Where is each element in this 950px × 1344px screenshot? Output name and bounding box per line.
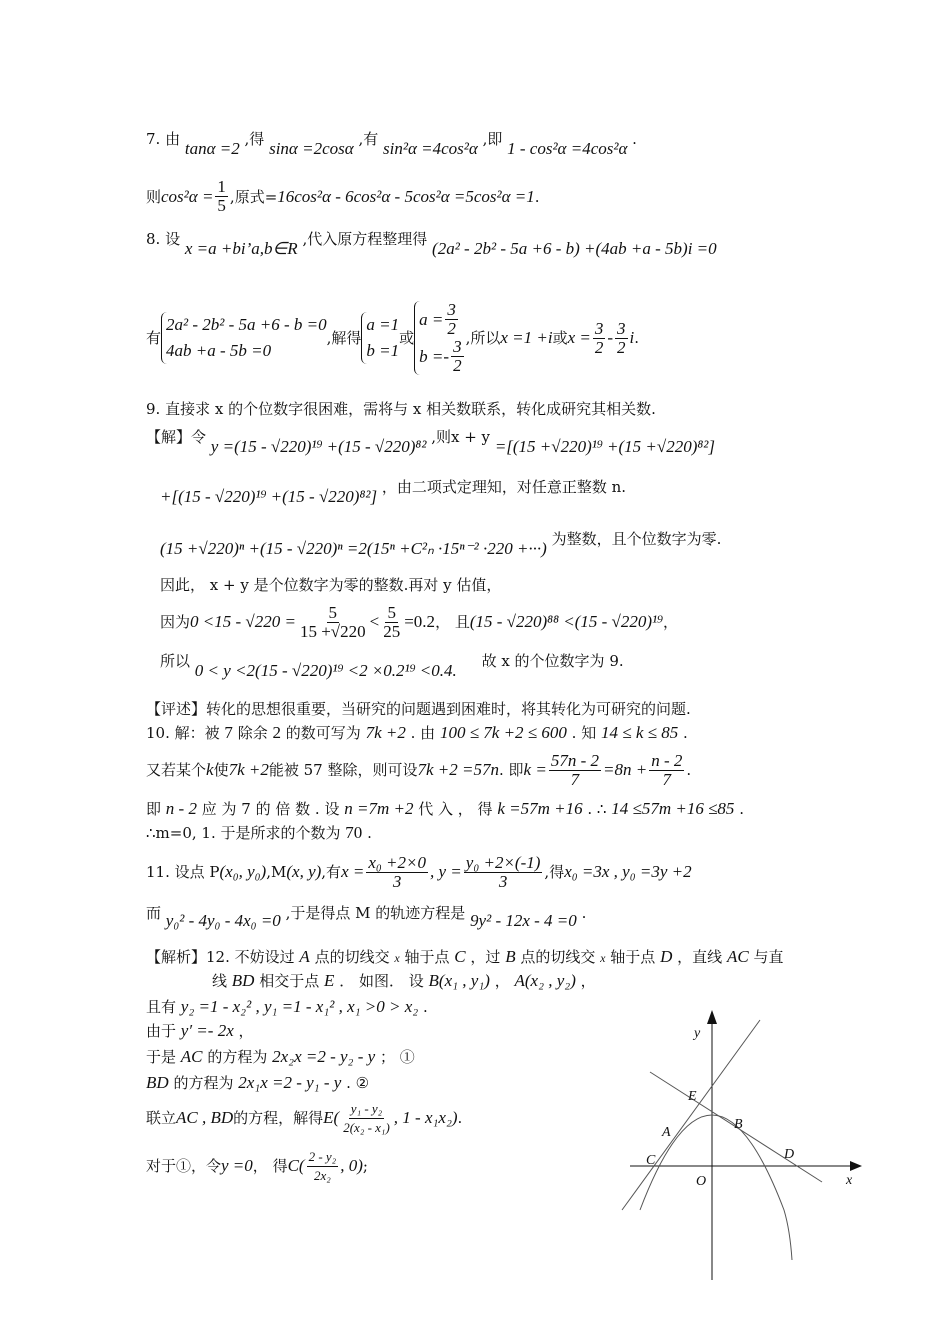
formula: 0 < y <2(15 - √220)¹⁹ <2 ×0.2¹⁹ <0.4. <box>194 661 457 680</box>
numerator: x₀ +2×0 <box>368 852 426 872</box>
formula: E( <box>323 1108 340 1127</box>
denominator: 3 <box>392 871 402 891</box>
problem-12-line-7 <box>146 1098 462 1138</box>
formula: A(x₂ , y₂) <box>514 971 576 990</box>
text: 点的切线交 <box>314 948 390 966</box>
text: ,代入原方程整理得 <box>302 230 428 248</box>
text: ，过 <box>470 948 501 966</box>
text: 除余 <box>237 724 268 742</box>
text: ; <box>362 1157 368 1175</box>
problem-12-line-5 <box>146 1046 415 1068</box>
fraction <box>549 752 601 789</box>
text: 或 <box>399 329 415 347</box>
text: 而 <box>146 904 162 922</box>
variable: k <box>206 760 214 779</box>
problem-8-line-2 <box>146 290 639 386</box>
point-e-label: E <box>688 1089 697 1104</box>
text: . <box>581 904 587 922</box>
numerator: 5 <box>387 602 396 622</box>
numerator: 3 <box>617 318 626 338</box>
problem-9-line-5: 因此， x + y 是个位数字为零的整数.再对 y 估值， <box>160 576 502 594</box>
problem-9-line-1: 9. 直接求 x 的个位数字很困难，需将与 x 相关数联系，转化成研究其相关数. <box>146 400 656 418</box>
variable: x <box>600 951 606 965</box>
y-axis-label: y <box>694 1026 701 1041</box>
point-d-label: D <box>784 1147 795 1162</box>
numerator: n - 2 <box>651 750 683 770</box>
text: ,得 <box>544 863 565 881</box>
text: 8. 设 <box>146 230 181 248</box>
text: . ∴ <box>587 800 607 818</box>
numerator: 1 <box>217 177 226 196</box>
text: 线 <box>212 972 228 990</box>
text: 又若某个 <box>146 761 207 779</box>
variable: AC <box>726 947 749 966</box>
equation <box>419 301 465 338</box>
text: ， <box>580 972 596 990</box>
fraction <box>451 338 464 375</box>
formula: cos²α = <box>161 186 214 206</box>
formula: =0.2 <box>404 612 436 631</box>
lhs: x = <box>567 328 591 347</box>
formula: 7k +2 =57n <box>417 760 499 779</box>
point-c-label: C <box>646 1153 656 1168</box>
formula: x =a +bi’a,b∈R <box>184 239 298 258</box>
formula: (x, y) <box>286 862 322 881</box>
text: 或 <box>552 329 568 347</box>
formula: (15 +√220)ⁿ +(15 - √220)ⁿ =2(15ⁿ +C²ₙ ·15ⁿ⁻² ·220 +···) <box>160 539 547 558</box>
text: 点的切线交 <box>520 948 596 966</box>
text: . 由 <box>410 724 436 742</box>
problem-7-line-1 <box>146 128 637 158</box>
text: ， <box>494 972 510 990</box>
lhs: b =- <box>419 346 450 366</box>
equation: 2a² - 2b² - 5a +6 - b =0 <box>166 315 327 334</box>
problem-12-line-4 <box>146 1020 254 1042</box>
variable: BD <box>146 1073 169 1092</box>
formula: x₀ =3x , y₀ =3y +2 <box>564 862 692 881</box>
text: ,得 <box>244 130 265 148</box>
fraction <box>445 301 458 338</box>
equation-system <box>161 312 327 364</box>
fraction <box>649 752 684 789</box>
point-a-label: A <box>662 1125 671 1140</box>
tangent-line-ac <box>622 1020 760 1210</box>
text: . ② <box>346 1074 370 1092</box>
text: 的方程为 <box>207 1048 268 1066</box>
fraction <box>307 1148 339 1185</box>
problem-12-line-6 <box>146 1072 369 1094</box>
text: ， <box>238 1022 254 1040</box>
equation: b =1 <box>366 341 400 360</box>
number: 2 <box>272 723 281 742</box>
formula: y₂ =1 - x₂² , y₁ =1 - x₁² , x₁ >0 > x₂ <box>180 997 419 1016</box>
text: . 知 <box>571 724 597 742</box>
text: 联立 <box>146 1109 177 1127</box>
denominator: 7 <box>570 769 580 789</box>
fraction <box>341 1100 392 1137</box>
text: 与直 <box>753 948 784 966</box>
text: 对于①，令 <box>146 1157 222 1175</box>
variable: D <box>660 947 673 966</box>
text: 由于 <box>146 1022 177 1040</box>
operator: - <box>607 328 614 347</box>
text: 所以 <box>160 652 191 670</box>
equation <box>419 338 465 375</box>
variable: C <box>454 947 466 966</box>
text: 故 x 的个位数字为 9. <box>481 652 624 670</box>
formula: , 0) <box>340 1156 363 1175</box>
formula: 7k +2 <box>365 723 406 742</box>
numerator: 3 <box>453 337 462 356</box>
formula: C( <box>287 1156 305 1175</box>
denominator: 2(x₂ - x₁) <box>343 1119 390 1135</box>
text: 的方程为 <box>173 1074 234 1092</box>
number: 70 <box>345 823 363 842</box>
variable: E <box>324 971 335 990</box>
numerator: 57n - 2 <box>550 750 599 770</box>
text: . 即 <box>498 761 524 779</box>
formula: sin²α =4cos²α <box>383 139 478 158</box>
formula: , 1 - x₁x₂) <box>393 1108 458 1127</box>
parabola-tangent-figure <box>600 1000 890 1290</box>
problem-10-line-3 <box>146 798 744 820</box>
text: . <box>683 724 688 742</box>
text: 使 <box>213 761 229 779</box>
fraction <box>215 178 228 215</box>
formula: B(x₁ , y₁) <box>428 971 490 990</box>
formula: 2x₁x =2 - y₁ - y <box>238 1073 342 1092</box>
formula: sinα =2cosα <box>269 139 354 158</box>
denominator: 2 <box>594 337 604 357</box>
numerator: y₁ - y₂ <box>349 1100 384 1119</box>
operator: < <box>369 612 380 631</box>
text: ,所以 <box>465 329 501 347</box>
formula: tanα =2 <box>184 139 240 158</box>
formula: , y = <box>430 862 462 881</box>
y-axis-arrow <box>707 1010 717 1024</box>
formula: x = <box>341 862 365 881</box>
formula: n =7m +2 <box>344 799 414 818</box>
formula: =[(15 +√220)¹⁹ +(15 +√220)⁸²] <box>494 437 715 456</box>
text: 因为 <box>160 613 191 631</box>
formula: 1 - cos²α =4cos²α <box>507 139 628 158</box>
text: . <box>367 824 372 842</box>
denominator: 2 <box>617 337 626 357</box>
problem-9-line-3 <box>160 476 627 506</box>
text: ,则x + y <box>431 428 491 446</box>
numerator: y₀ +2×(-1) <box>465 852 541 872</box>
text: 则 <box>146 187 162 206</box>
text: 有 <box>146 329 162 347</box>
problem-7-line-2 <box>146 178 540 215</box>
fraction <box>381 604 402 641</box>
denominator: 3 <box>498 871 508 891</box>
problem-10-line-1 <box>146 722 688 744</box>
text: 为整数，且个位数字为零. <box>551 530 722 548</box>
problem-9-line-2 <box>146 426 715 456</box>
fraction <box>464 854 543 891</box>
solution-1 <box>361 312 399 364</box>
text: 即 <box>146 800 162 818</box>
fraction <box>615 320 628 357</box>
text: ， 且 <box>435 613 470 631</box>
text: . <box>534 187 540 206</box>
imag-unit: i <box>629 328 635 347</box>
text: ,有 <box>358 130 379 148</box>
text: 的数可写为 <box>285 724 361 742</box>
text: . <box>686 761 692 779</box>
denominator: 7 <box>662 769 672 789</box>
fraction <box>366 854 428 891</box>
text: 7. 由 <box>146 130 181 148</box>
text: 【解析】12. 不妨设过 <box>146 948 295 966</box>
text: ； ① <box>379 1048 415 1066</box>
formula: y =(15 - √220)¹⁹ +(15 - √220)⁸² <box>210 437 427 456</box>
formula: 14 ≤ k ≤ 85 <box>601 723 679 742</box>
problem-12-line-3 <box>146 996 428 1018</box>
text: ,有 <box>321 863 342 881</box>
denominator: 2 <box>453 356 462 375</box>
formula: =8n + <box>602 760 648 779</box>
x-axis-label: x <box>846 1173 853 1188</box>
variable: AC <box>180 1047 203 1066</box>
text: ,原式= <box>229 187 278 206</box>
formula: k =57m +16 <box>497 799 583 818</box>
text: ． 如图． 设 <box>339 972 424 990</box>
text: . <box>739 800 744 818</box>
equation: a =1 <box>366 315 400 334</box>
text: ,M <box>266 863 287 881</box>
formula: y =0 <box>221 1156 253 1175</box>
denominator: 5 <box>217 196 226 215</box>
text: 的方程，解得 <box>233 1109 324 1127</box>
problem-9-comment: 【评述】转化的思想很重要，当研究的问题遇到困难时，将其转化为可研究的问题. <box>146 700 691 718</box>
denominator: 25 <box>383 621 401 641</box>
text: ,即 <box>482 130 503 148</box>
text: ， <box>663 613 679 631</box>
formula: n - 2 <box>165 799 197 818</box>
denominator: 15 +√220 <box>299 621 366 641</box>
x-axis-arrow <box>850 1161 862 1171</box>
text: ,解得 <box>326 329 362 347</box>
formula: 2x₂x =2 - y₂ - y <box>272 1047 376 1066</box>
formula: x =1 +i <box>500 328 553 347</box>
solution-2 <box>414 301 465 375</box>
numerator: 3 <box>594 318 604 338</box>
formula: y₀² - 4y₀ - 4x₀ =0 <box>165 911 281 930</box>
formula: 16cos²α - 6cos²α - 5cos²α =5cos²α =1 <box>277 186 535 206</box>
variable: BD <box>231 971 255 990</box>
numerator: 2 - y₂ <box>307 1148 339 1167</box>
problem-12-line-2 <box>212 970 596 992</box>
variable: A <box>299 947 310 966</box>
text: 【解】令 <box>146 428 207 446</box>
text: ∴m=0, 1. 于是所求的个数为 <box>146 824 341 842</box>
text: 轴于点 <box>610 948 656 966</box>
formula: AC , BD <box>176 1108 234 1127</box>
text: ， 得 <box>252 1157 288 1175</box>
text: . <box>457 1109 463 1127</box>
problem-11-line-2 <box>146 902 587 930</box>
text: 轴于点 <box>404 948 450 966</box>
numerator: 3 <box>447 300 456 319</box>
text: . <box>632 130 637 148</box>
denominator: 2x₂ <box>313 1167 331 1183</box>
origin-label: O <box>696 1174 707 1189</box>
problem-10-line-4 <box>146 822 372 844</box>
text: 能被 57 整除，则可设 <box>268 761 418 779</box>
variable: x <box>394 951 400 965</box>
numerator: 5 <box>328 602 338 622</box>
formula: (2a² - 2b² - 5a +6 - b) +(4ab +a - 5b)i =0 <box>432 239 717 258</box>
text: 相交于点 <box>259 972 320 990</box>
text: 应 为 7 的 倍 数 . 设 <box>201 800 340 818</box>
point-b-label: B <box>734 1117 743 1132</box>
denominator: 2 <box>447 319 456 338</box>
formula: (15 - √220)⁸⁸ <(15 - √220)¹⁹ <box>469 612 664 631</box>
text: 且有 <box>146 998 177 1016</box>
formula: +[(15 - √220)¹⁹ +(15 - √220)⁸²] <box>160 487 378 506</box>
formula: 9y² - 12x - 4 =0 <box>470 911 577 930</box>
text: 11. 设点 P <box>146 863 220 881</box>
problem-9-line-7 <box>160 650 624 680</box>
formula: y′ =- 2x <box>180 1021 234 1040</box>
formula: k = <box>523 760 547 779</box>
fraction <box>593 320 606 357</box>
formula: (x₀, y₀) <box>219 862 267 881</box>
formula: 0 <15 - √220 = <box>190 612 296 631</box>
formula: 7k +2 <box>228 760 269 779</box>
text: ，由二项式定理知，对任意正整数 n. <box>381 478 627 496</box>
variable: B <box>505 947 516 966</box>
equation: 4ab +a - 5b =0 <box>166 341 272 360</box>
fraction <box>298 604 368 641</box>
number: 7 <box>224 723 233 742</box>
problem-12-line-1 <box>146 946 783 969</box>
lhs: a = <box>419 309 444 329</box>
text: ，直线 <box>677 948 723 966</box>
problem-9-line-6 <box>160 600 678 644</box>
text: ,于是得点 M 的轨迹方程是 <box>285 904 466 922</box>
problem-11-line-1 <box>146 850 692 894</box>
formula: 14 ≤57m +16 ≤85 <box>611 799 735 818</box>
text: . <box>634 329 640 347</box>
problem-9-line-4 <box>160 528 722 558</box>
problem-12-line-8 <box>146 1146 368 1186</box>
text: 10. 解：被 <box>146 724 220 742</box>
problem-8-line-1 <box>146 228 717 258</box>
problem-10-line-2 <box>146 748 691 792</box>
formula: 100 ≤ 7k +2 ≤ 600 <box>439 723 567 742</box>
text: 于是 <box>146 1048 177 1066</box>
text: 代 入 ， 得 <box>418 800 493 818</box>
formula <box>568 320 635 357</box>
text: . <box>422 998 428 1016</box>
